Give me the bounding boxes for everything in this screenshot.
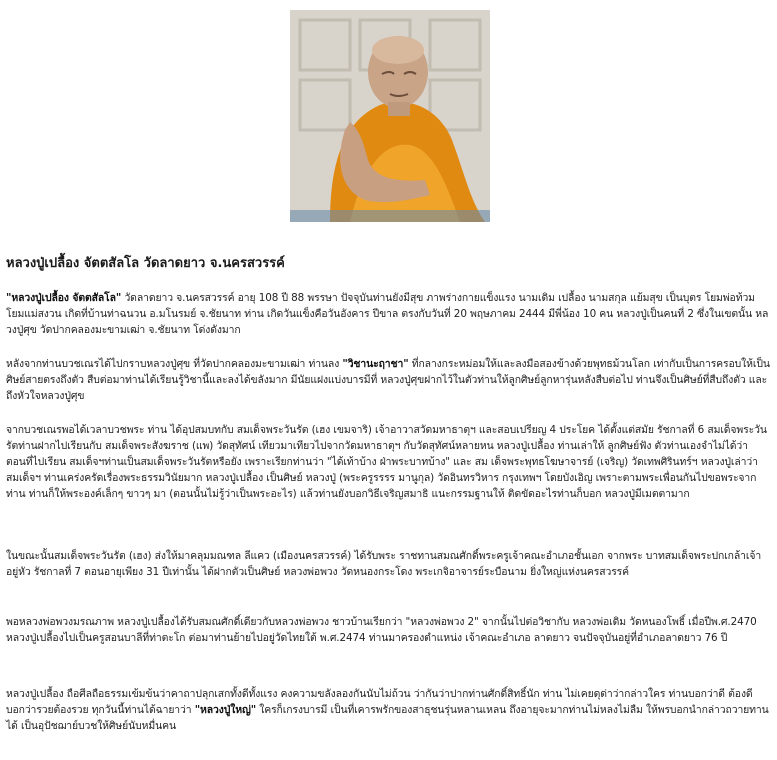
wicha-bold: "วิชานะฤาชา" xyxy=(342,358,409,370)
paragraph-6 xyxy=(6,686,770,734)
paragraph-2 xyxy=(6,356,770,404)
paragraph-6-text-b: ใครก็เกรงบารมี เป็นที่เคารพรักของสาธุชนรุ่นหลานเหลน ถึงอายุจะมากท่านไม่หลงไม่ลืม ให้พรบอกนำกล่าวถวายทานได้ เป็นอุปัชฌาย์บวชให้ศิษย์นับหมื่นคน xyxy=(6,704,769,732)
luangpu-yai-bold: "หลวงปู่ใหญ่" xyxy=(194,704,257,716)
paragraph-5: พอหลวงพ่อพวงมรณภาพ หลวงปู่เปลื้องได้รับสมณศักดิ์เดียวกับหลวงพ่อพวง ชาวบ้านเรียกว่า "หลวงพ่อพวง 2" จากนั้นไปต่อวิชากับ หลวงพ่อเดิม วัดหนองโพธิ์ เมื่อปีพ.ศ.2470 หลวงปู่เปลื้องไปเป็นครูสอนบาลีที่ท่าตะโก ต่อมาท่านย้ายไปอยู่วัดไทยใต้ พ.ศ.2474 ท่านมาครองตำแหน่ง เจ้าคณะอำเภอ ลาดยาว จนปัจจุบันอยู่ที่อำเภอลาดยาว 76 ปี xyxy=(6,616,757,644)
monk-portrait-photo xyxy=(290,10,490,222)
paragraph-3: จากบวชเณรพอได้เวลาบวชพระ ท่าน ได้อุปสมบทกับ สมเด็จพระวันรัต (เฮง เขมจาริ) เจ้าอาวาสวัดมหาธาตุฯ และสอบเปรียญ 4 ประโยค ได้ตั้งแต่สมัย รัชกาลที่ 6 สมเด็จพระวันรัตท่านฝากไปเรียนกับ สมเด็จพระสังฆราช (แพ) วัดสุทัศน์ เทียวมาเทียวไปจากวัดมหาธาตุฯ กับวัดสุทัศน์หลายหน หลวงปู่เปลื้อง ท่านเล่าให้ ลูกศิษย์ฟัง ตัวท่านเองจำไม่ได้ว่า ตอนที่ไปเรียน สมเด็จฯท่านเป็นสมเด็จพระวันรัตหรือยัง เพราะเรียกท่านว่า "ได้เท้าบ้าง ฝ่าพระบาทบ้าง" และ สม เด็จพระพุทธโฆษาจารย์ (เจริญ) วัดเทพศิรินทร์ฯ หลวงปู่เล่าว่า สมเด็จฯ ท่านเคร่งครัดเรื่องพระธรรมวินัยมาก หลวงปู่เปลื้อง เป็นศิษย์ หลวงปู่ (พระครูรรรร มานูกุล) วัดอินทรวิหาร กรุงเทพฯ โดยบังเอิญ เพราะตามพระเพื่อนกันไปขอพระจากท่าน ท่านก็ให้พระองค์เล็กๆ ขาวๆ มา (ตอนนั้นไม่รู้ว่าเป็นพระอะไร) แล้วท่านยังบอกวิธีเจริญสมาธิ แนะกรรมฐานให้ ติดขัดอะไรท่านก็บอก หลวงปู่มีเมตตามาก xyxy=(6,424,767,500)
paragraph-2-text-a: หลังจากท่านบวชเณรได้ไปกราบหลวงปู่ศุข ที่วัดปากคลองมะขามเฒ่า ท่านลง xyxy=(6,358,343,370)
monk-portrait-icon xyxy=(290,10,490,222)
paragraph-6-text-a: หลวงปู่เปลื้อง ถือศีลถือธรรมเข้มข้นว่าคาถาปลุกเสกทั้งดีทั้งแรง คงความขลังลองกันนับไม่ถ้วน ว่ากันว่าปากท่านศักดิ์สิทธิ์นัก ท่าน ไม่เคยดุด่าว่ากล่าวใคร ท่านบอกว่าดี ต้องดี บอกว่ารวยต้องรวย ทุกวันนี้ท่านได้ฉายาว่า xyxy=(6,688,753,716)
paragraph-1 xyxy=(6,290,770,338)
paragraph-4: ในขณะนั้นสมเด็จพระวันรัต (เฮง) ส่งให้มาคลุมมณฑล ลีแคว (เมืองนครสวรรค์) ได้รับพระ ราชทานสมณศักดิ์พระครูเจ้าคณะอำเภอชั้นเอก จากพระ บาทสมเด็จพระปกเกล้าเจ้าอยู่หัว รัชกาลที่ 7 ตอนอายุเพียง 31 ปีเท่านั้น ได้ฝากตัวเป็นศิษย์ หลวงพ่อพวง วัดหนองกระโดง พระเกจิอาจารย์ระบือนาม ยิ่งใหญ่แห่งนครสวรรค์ xyxy=(6,550,762,578)
paragraph-1-text: วัดลาดยาว จ.นครสวรรค์ อายุ 108 ปี 88 พรรษา ปัจจุบันท่านยังมีสุข ภาพร่างกายแข็งแรง นามเดิม เปลื้อง นามสกุล แย้มสุข เป็นบุตร โยมพ่อท้วม โยมแม่สงวน เกิดที่บ้านท่าฉนวน อ.มโนรมย์ จ.ชัยนาท ท่าน เกิดวันแข็งคือวันอังคาร ปีขาล ตรงกับวันที่ 20 พฤษภาคม 2444 มีพี่น้อง 10 คน หลวงปู่เป็นคนที่ 2 ซึ่งในเขตนั้น หลวงปู่ศุข วัดปากคลองมะขามเฒ่า จ.ชัยนาท โด่งดังมาก xyxy=(6,292,769,336)
article-title: หลวงปู่เปลื้อง จัตตสัลโล วัดลาดยาว จ.นครสวรรค์ xyxy=(6,256,285,271)
paragraph-2-text-b: ที่กลางกระหม่อมให้และลงมือสองข้างด้วยพุทธม้วนโลก เท่ากับเป็นการครอบให้เป็นศิษย์สายตรงถึงตัว สืบต่อมาท่านได้เรียนรู้วิชานี้และลงได้ขลังมาก มีนัยแฝงแบ่งบารมีที่ หลวงปู่ศุขฝากไว้ในตัวท่านให้ลูกศิษย์ลูกหารุ่นหลังสืบต่อไป ท่านจึงเป็นศิษย์ที่สืบถึงตัว และถึงหัวใจหลวงปู่ศุข xyxy=(6,358,770,402)
monk-name-bold: "หลวงปู่เปลื้อง จัตตสัลโล" xyxy=(6,292,122,304)
